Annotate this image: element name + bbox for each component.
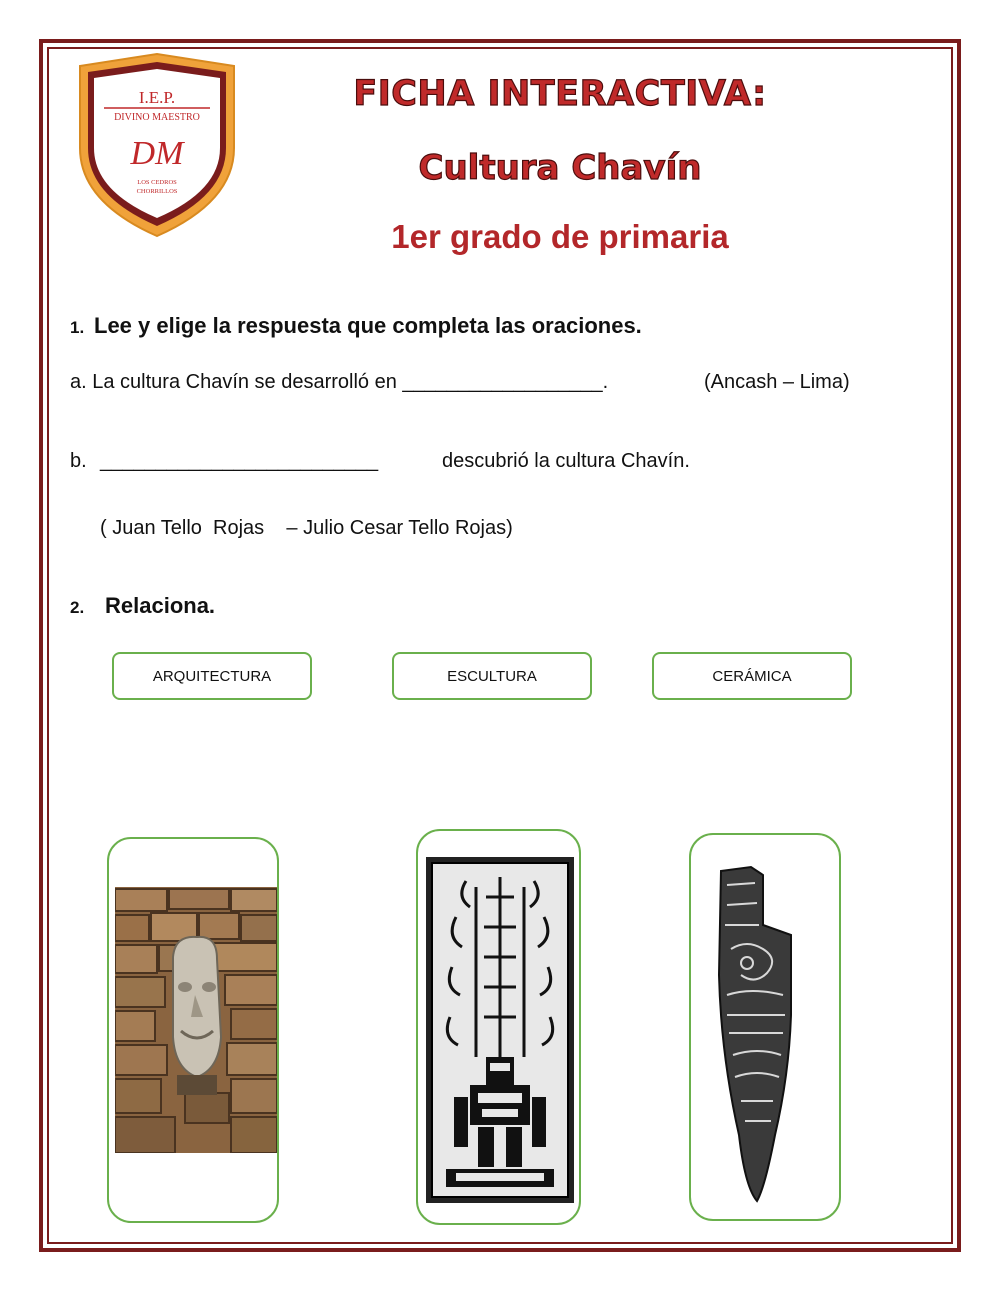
raimondi-stela-image — [426, 857, 574, 1203]
logo-city-text: CHORRILLOS — [136, 188, 178, 195]
image-card-escultura[interactable] — [416, 829, 581, 1225]
category-box-ceramica[interactable]: CERÁMICA — [652, 652, 852, 700]
question-1b-options: ( Juan Tello Rojas – Julio Cesar Tello Rojas) — [100, 517, 513, 539]
logo-school-text: DIVINO MAESTRO — [114, 112, 200, 123]
question-1b-text: descubrió la cultura Chavín. — [442, 450, 690, 472]
logo-name-text: I.E.P. — [138, 88, 176, 107]
question-2-instruction: Relaciona. — [105, 593, 216, 618]
logo-monogram: DM — [130, 135, 184, 172]
stone-head-wall-image — [115, 887, 277, 1153]
logo-district-text: LOS CEDROS — [137, 179, 177, 186]
question-1-number: 1. — [70, 318, 85, 337]
question-1a-text: a. La cultura Chavín se desarrolló en __________________. — [70, 371, 609, 393]
question-1b-blank[interactable]: _________________________ — [100, 450, 379, 472]
question-1b-label: b. — [70, 450, 87, 472]
school-logo — [74, 52, 240, 238]
question-1-instruction: Lee y elige la respuesta que completa las oraciones. — [94, 313, 642, 338]
page-subtitle: Cultura Chavín — [418, 148, 702, 188]
image-card-arquitectura[interactable] — [107, 837, 279, 1223]
category-box-escultura[interactable]: ESCULTURA — [392, 652, 592, 700]
page-title: FICHA INTERACTIVA: — [353, 74, 767, 114]
question-2-number: 2. — [70, 598, 85, 617]
ceramic-vessel-image — [711, 865, 823, 1205]
image-card-ceramica[interactable] — [689, 833, 841, 1221]
category-box-arquitectura[interactable]: ARQUITECTURA — [112, 652, 312, 700]
grade-label: 1er grado de primaria — [391, 218, 729, 255]
question-1a-options: (Ancash – Lima) — [704, 371, 850, 393]
